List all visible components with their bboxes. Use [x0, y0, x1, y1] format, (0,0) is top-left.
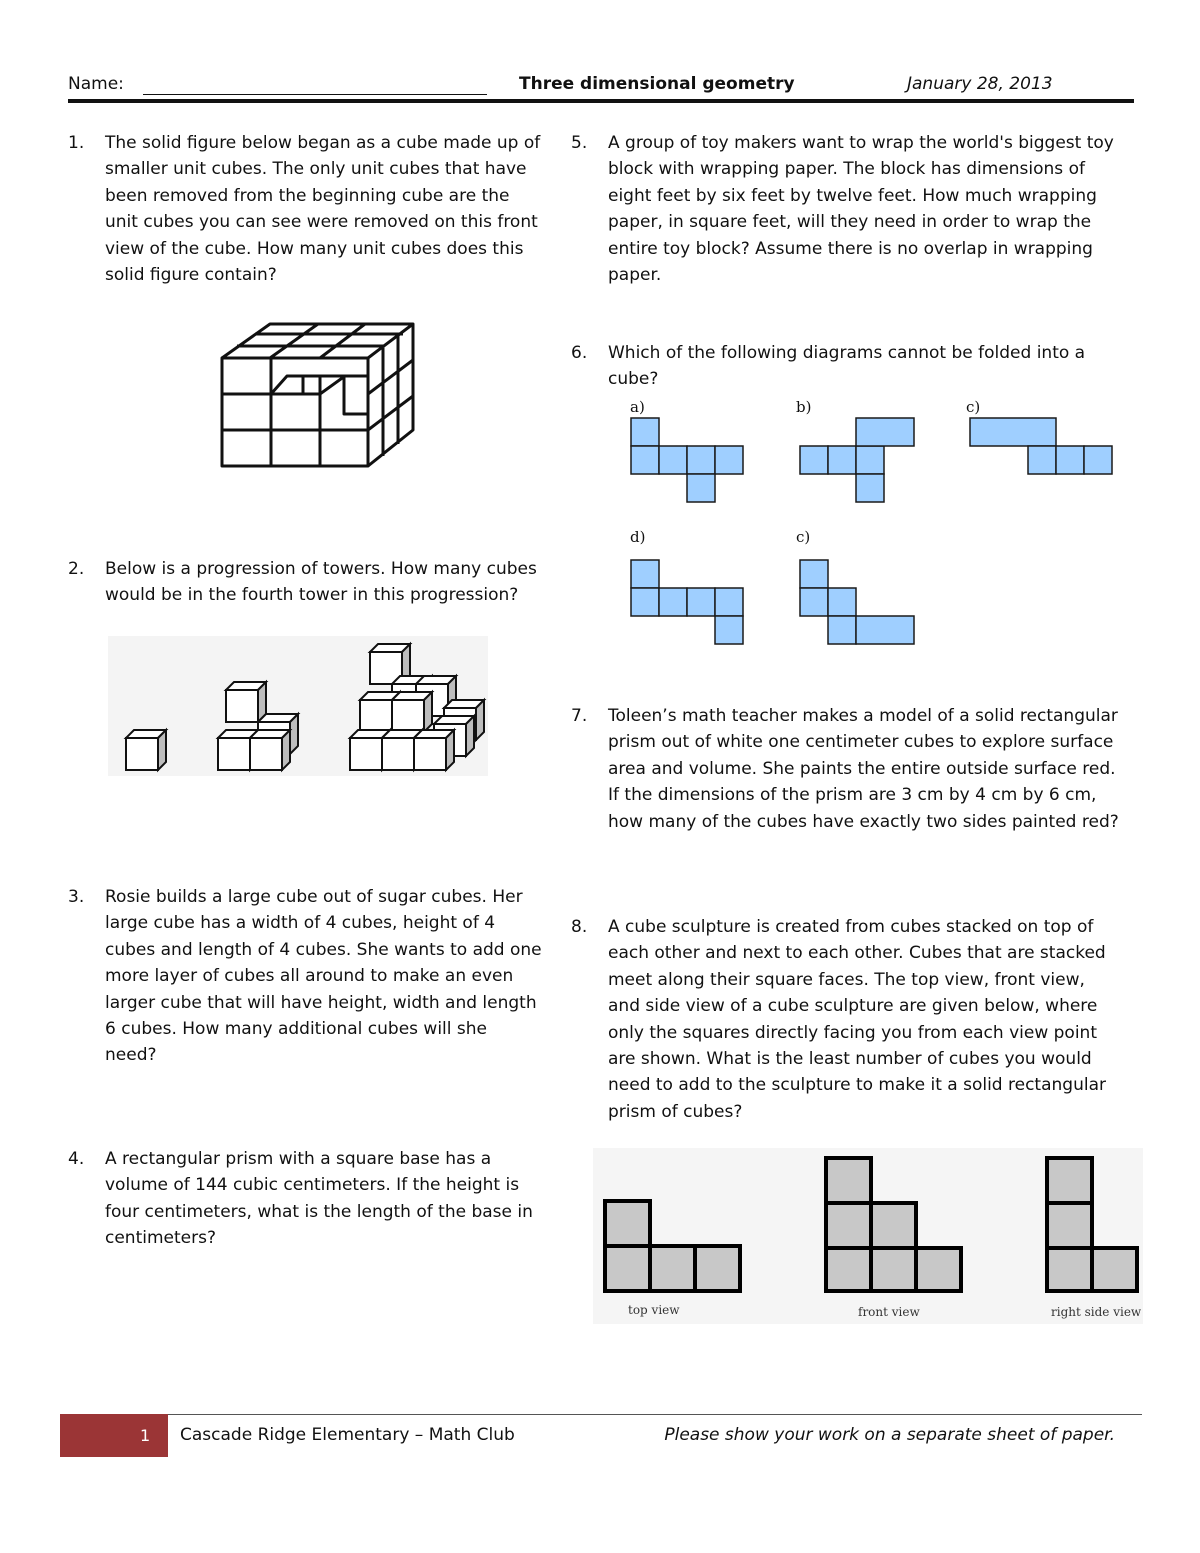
net-e	[800, 560, 914, 644]
tower-1	[126, 730, 166, 770]
question-text: Which of the following diagrams cannot be folded into a cube?	[608, 343, 1086, 390]
question-number: 4.	[68, 1149, 85, 1169]
footer-page-box	[60, 1414, 168, 1457]
name-label: Name:	[68, 74, 124, 94]
question-number: 8.	[571, 917, 588, 937]
question-number: 5.	[571, 133, 588, 153]
net-label-d: d)	[630, 528, 646, 546]
question-text: Toleen’s math teacher makes a model of a solid rectangular prism out of white one centimeter cubes to explore surface area and volume. She paints the entire outside surface red. If the dimensions of the prism are 3 cm by 4 cm by 6 cm, how many of the cubes have exactly two sides painted red?	[608, 706, 1119, 832]
question-2	[68, 556, 543, 609]
page-number: 1	[140, 1426, 151, 1445]
view-label-side: right side view	[1051, 1305, 1142, 1319]
question-8	[571, 914, 1121, 1125]
question-text: A group of toy makers want to wrap the world's biggest toy block with wrapping paper. The block has dimensions of eight feet by six feet by twelve feet. How much wrapping paper, in square feet, will they need in order to wrap the entire toy block? Assume there is no overlap in wrapping paper.	[608, 133, 1114, 286]
view-label-top: top view	[628, 1303, 680, 1317]
net-d	[631, 560, 743, 644]
question-3	[68, 884, 543, 1069]
footer-rule	[168, 1414, 1142, 1415]
net-label-b: b)	[796, 398, 812, 416]
tower-progression	[108, 636, 488, 776]
question-text: The solid figure below began as a cube made up of smaller unit cubes. The only unit cubes that have been removed from the beginning cube are the unit cubes you can see were removed on this front view of the cube. How many unit cubes does this solid figure contain?	[105, 133, 541, 286]
question-6	[571, 340, 1121, 393]
question-number: 3.	[68, 887, 85, 907]
sculpture-views	[593, 1148, 1143, 1324]
net-label-a: a)	[630, 398, 645, 416]
cube-solid-figure	[215, 318, 420, 473]
question-5	[571, 130, 1121, 288]
header-rule	[68, 99, 1134, 103]
question-text: A rectangular prism with a square base has a volume of 144 cubic centimeters. If the height is four centimeters, what is the length of the base in centimeters?	[105, 1149, 533, 1249]
question-7	[571, 703, 1121, 835]
footer-school: Cascade Ridge Elementary – Math Club	[180, 1425, 515, 1445]
net-b	[800, 418, 914, 502]
worksheet-date: January 28, 2013	[907, 74, 1053, 94]
footer-note: Please show your work on a separate sheet of paper.	[664, 1425, 1115, 1445]
question-text: Rosie builds a large cube out of sugar cubes. Her large cube has a width of 4 cubes, height of 4 cubes and length of 4 cubes. She wants to add one more layer of cubes all around to make an even larger cube that will have height, width and length 6 cubes. How many additional cubes will she need?	[105, 887, 542, 1066]
net-label-e: c)	[796, 528, 811, 546]
net-a	[631, 418, 743, 502]
question-number: 7.	[571, 706, 588, 726]
worksheet-title: Three dimensional geometry	[519, 74, 795, 94]
question-number: 6.	[571, 343, 588, 363]
net-c	[970, 418, 1112, 474]
view-label-front: front view	[858, 1305, 920, 1319]
net-label-c: c)	[966, 398, 981, 416]
name-field-line[interactable]	[143, 94, 487, 95]
question-number: 1.	[68, 133, 85, 153]
question-number: 2.	[68, 559, 85, 579]
question-text: A cube sculpture is created from cubes stacked on top of each other and next to each other. Cubes that are stacked meet along their square faces. The top view, front view, and side view of a cube sculpture are given below, where only the squares directly facing you from each view point are shown. What is the least number of cubes you would need to add to the sculpture to make it a solid rectangular prism of cubes?	[608, 917, 1106, 1122]
cube-nets	[620, 396, 1120, 648]
question-text: Below is a progression of towers. How many cubes would be in the fourth tower in this progression?	[105, 559, 537, 606]
question-4	[68, 1146, 543, 1252]
question-1	[68, 130, 543, 288]
